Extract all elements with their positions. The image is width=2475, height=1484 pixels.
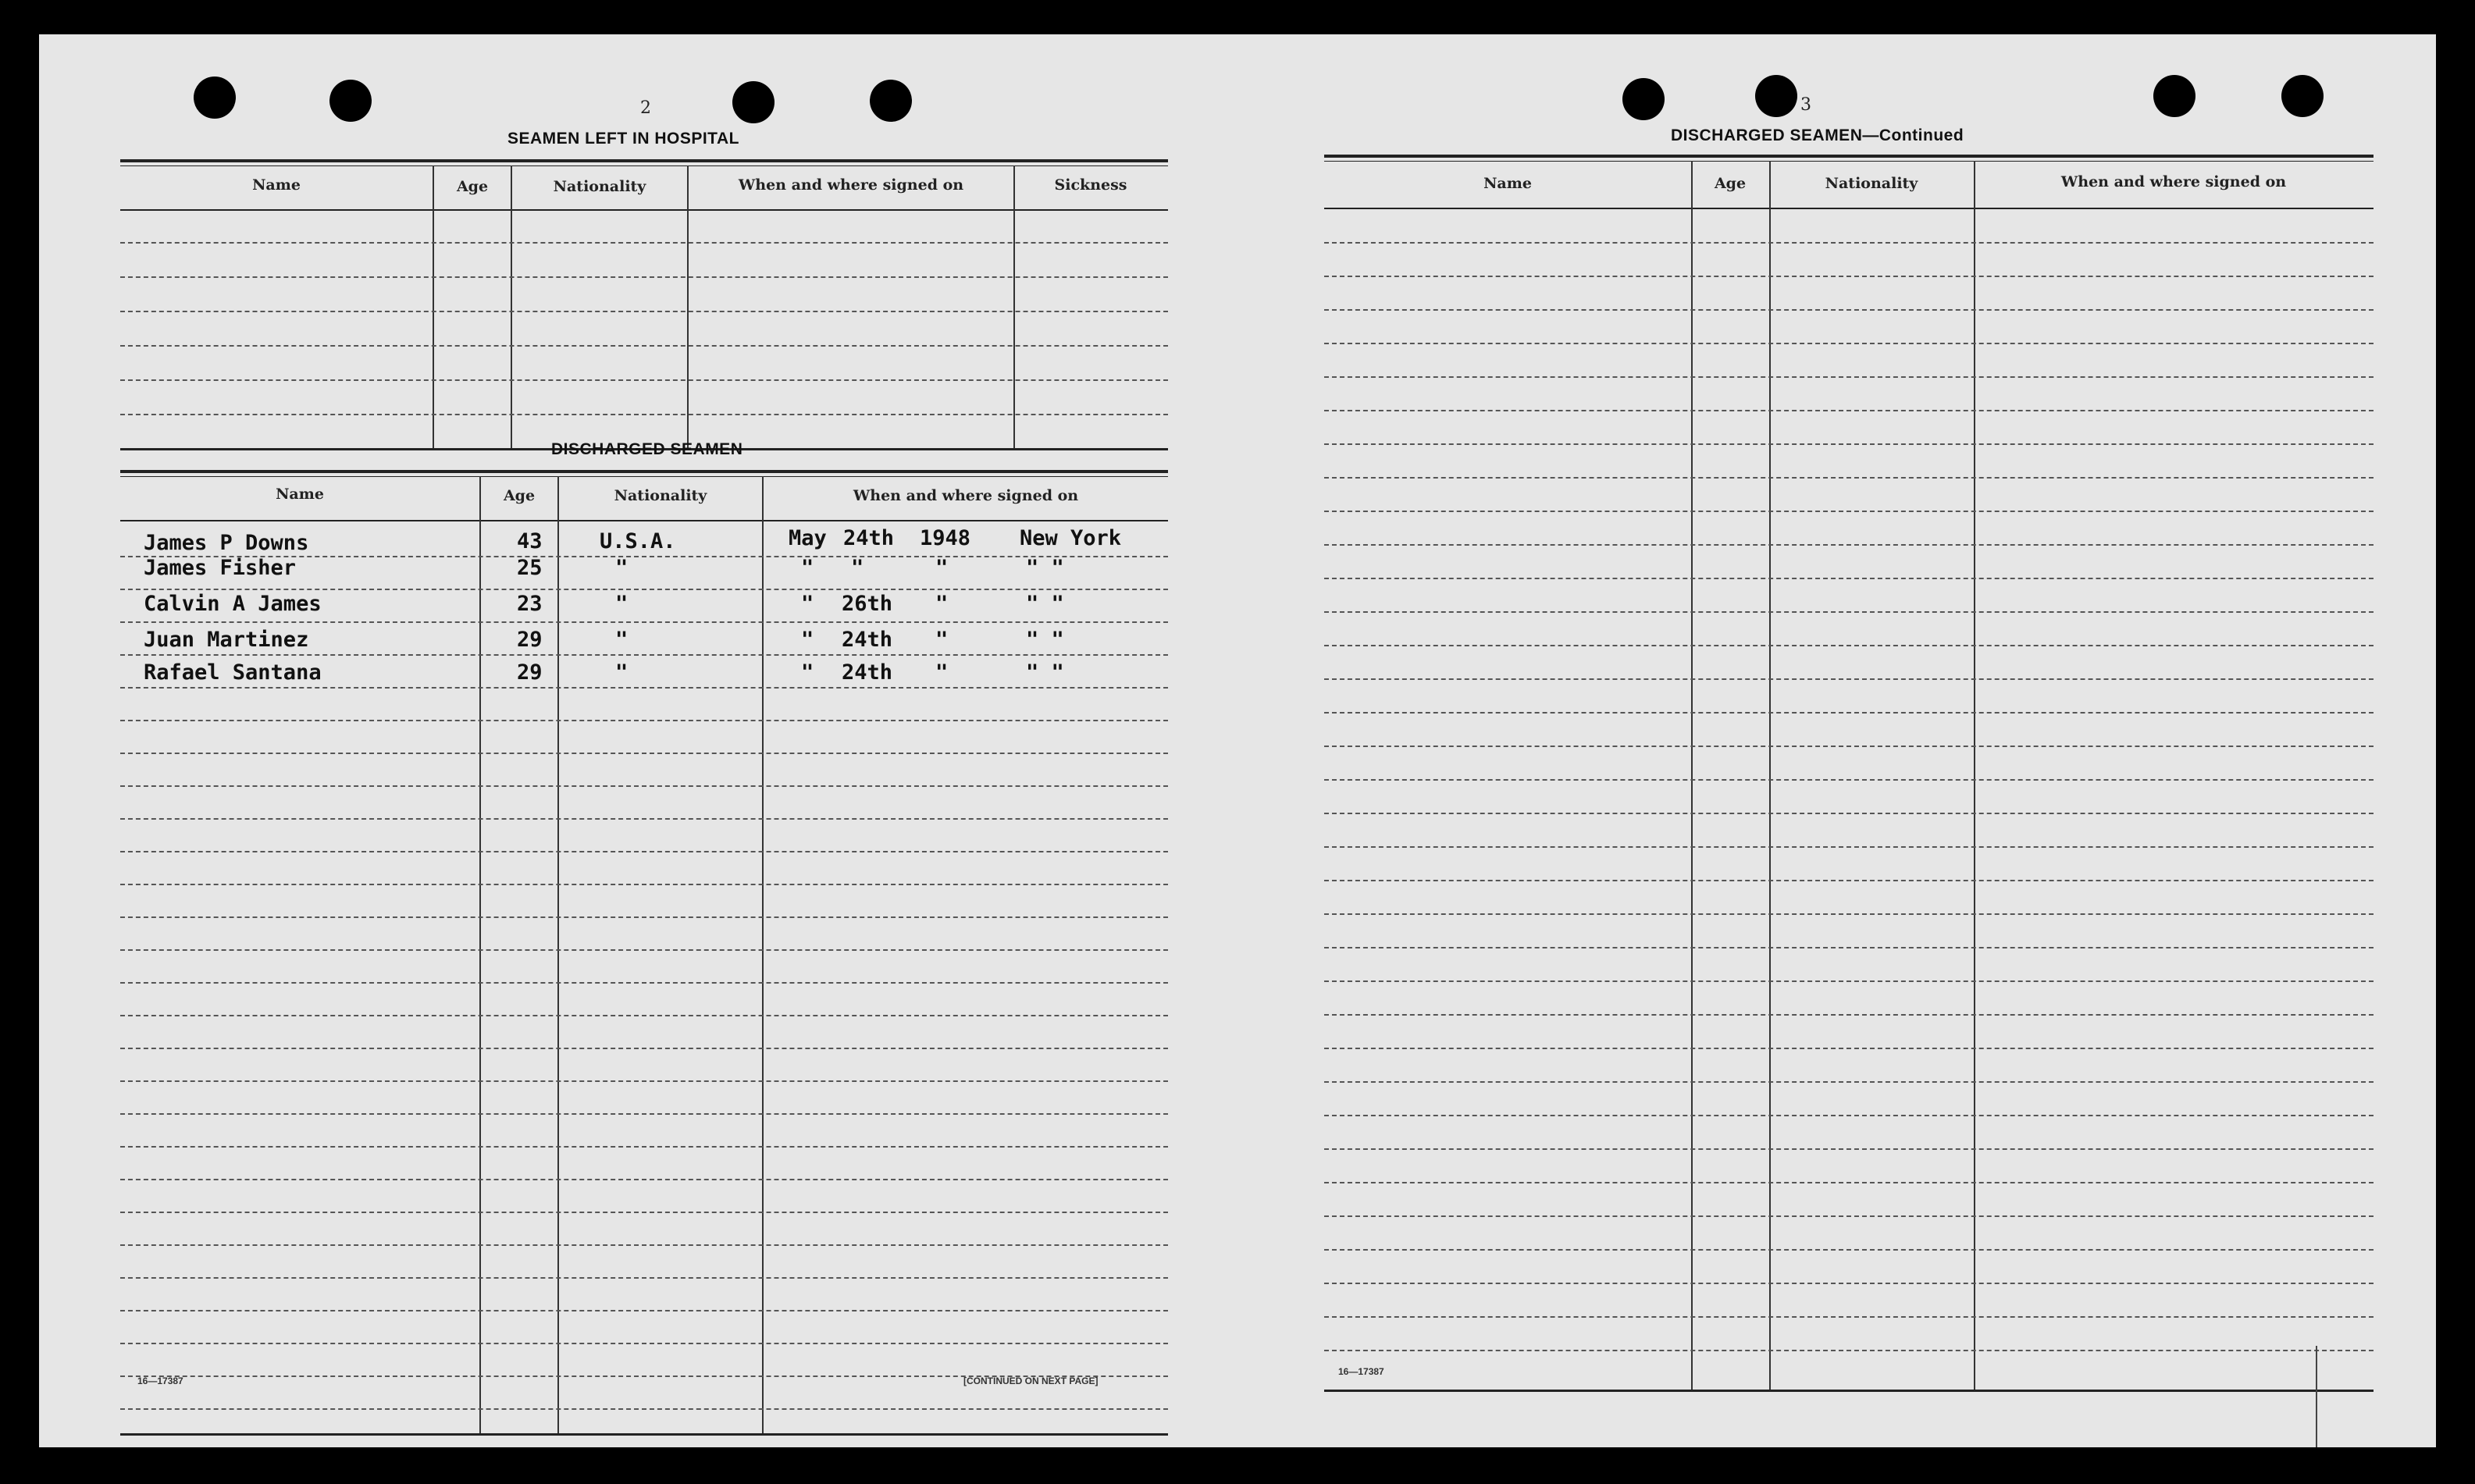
- continued-ruled-line: [1324, 611, 2374, 613]
- discharged-ruled-line: [120, 621, 1168, 623]
- signed-on-day: 26th: [842, 592, 893, 616]
- punch-hole: [1755, 75, 1797, 117]
- continued-ruled-line: [1324, 913, 2374, 915]
- hospital-header-name: Name: [252, 176, 301, 194]
- continued-ruled-line: [1324, 1350, 2374, 1351]
- signed-on-place: " ": [1026, 592, 1064, 616]
- form-number-left: 16—17387: [137, 1375, 183, 1386]
- discharged-header-nationality: Nationality: [614, 487, 707, 504]
- signed-on-place: New York: [1020, 526, 1122, 550]
- discharged-ruled-line: [120, 818, 1168, 820]
- seaman-age: 29: [517, 660, 543, 685]
- continued-ruled-line: [1324, 746, 2374, 747]
- seaman-nationality: ": [615, 628, 629, 652]
- hospital-ruled-line: [120, 345, 1168, 347]
- discharged-ruled-line: [120, 1146, 1168, 1148]
- hospital-ruled-line: [120, 414, 1168, 415]
- discharged-section-title: DISCHARGED SEAMEN: [551, 440, 743, 458]
- seaman-nationality: ": [615, 660, 629, 685]
- punch-hole: [870, 80, 912, 122]
- discharged-ruled-line: [120, 982, 1168, 984]
- signed-on-day: 24th: [842, 628, 893, 652]
- discharged-ruled-line: [120, 851, 1168, 852]
- continued-ruled-line: [1324, 511, 2374, 512]
- continued-ruled-line: [1324, 1148, 2374, 1150]
- discharged-col-divider: [557, 476, 559, 1435]
- continued-ruled-line: [1324, 880, 2374, 881]
- continued-ruled-line: [1324, 980, 2374, 982]
- continued-ruled-line: [1324, 1115, 2374, 1116]
- punch-hole: [1622, 78, 1665, 120]
- discharged-ruled-line: [120, 1277, 1168, 1279]
- hospital-header-sickness: Sickness: [1054, 176, 1127, 194]
- seaman-age: 23: [517, 592, 543, 616]
- discharged-top-rule: [120, 470, 1168, 473]
- signed-on-year: 1948: [920, 526, 971, 550]
- seaman-name: James P Downs: [144, 531, 309, 555]
- signed-on-month: ": [801, 628, 814, 652]
- continued-top-rule-thin: [1324, 161, 2374, 162]
- discharged-top-rule-thin: [120, 476, 1168, 477]
- hospital-ruled-line: [120, 242, 1168, 244]
- seaman-nationality: U.S.A.: [600, 529, 676, 553]
- continued-ruled-line: [1324, 410, 2374, 411]
- discharged-ruled-line: [120, 1310, 1168, 1311]
- discharged-ruled-line: [120, 949, 1168, 951]
- signed-on-year: ": [935, 556, 949, 580]
- discharged-ruled-line: [120, 1244, 1168, 1246]
- discharged-ruled-line: [120, 785, 1168, 787]
- signed-on-place: " ": [1026, 556, 1064, 580]
- seaman-age: 25: [517, 556, 543, 580]
- signed-on-month: ": [801, 660, 814, 685]
- continued-ruled-line: [1324, 678, 2374, 680]
- continued-bottom-rule: [1324, 1390, 2374, 1392]
- page-edge-mark: [2316, 1346, 2317, 1447]
- continued-ruled-line: [1324, 712, 2374, 714]
- signed-on-year: ": [935, 592, 949, 616]
- continued-ruled-line: [1324, 1048, 2374, 1049]
- hospital-header-nationality: Nationality: [553, 178, 646, 195]
- punch-hole: [329, 80, 372, 122]
- discharged-ruled-line: [120, 753, 1168, 754]
- hospital-col-divider: [433, 165, 434, 450]
- discharged-ruled-line: [120, 1212, 1168, 1213]
- signed-on-month: ": [801, 556, 814, 580]
- page-number-right: 3: [1800, 95, 1811, 115]
- seaman-name: Rafael Santana: [144, 660, 322, 685]
- continued-ruled-line: [1324, 1249, 2374, 1251]
- continued-header-signed-on: When and where signed on: [2060, 173, 2287, 190]
- continued-ruled-line: [1324, 443, 2374, 445]
- discharged-ruled-line: [120, 1408, 1168, 1410]
- punch-hole: [732, 81, 775, 123]
- signed-on-year: ": [935, 628, 949, 652]
- signed-on-year: ": [935, 660, 949, 685]
- hospital-header-signed-on: When and where signed on: [738, 176, 964, 194]
- hospital-top-rule-thin: [120, 165, 1168, 166]
- continued-ruled-line: [1324, 1014, 2374, 1016]
- signed-on-day: ": [851, 556, 864, 580]
- discharged-ruled-line: [120, 1179, 1168, 1180]
- form-number-right: 16—17387: [1338, 1366, 1384, 1377]
- ledger-spread: [39, 34, 2436, 1447]
- signed-on-month: May: [789, 526, 827, 550]
- continued-ruled-line: [1324, 1283, 2374, 1284]
- continued-ruled-line: [1324, 947, 2374, 948]
- continued-ruled-line: [1324, 343, 2374, 344]
- continued-top-rule: [1324, 155, 2374, 158]
- seaman-nationality: ": [615, 556, 629, 580]
- continued-ruled-line: [1324, 276, 2374, 277]
- signed-on-day: 24th: [843, 526, 895, 550]
- continued-ruled-line: [1324, 1316, 2374, 1318]
- hospital-col-divider: [1013, 165, 1015, 450]
- seaman-name: Calvin A James: [144, 592, 322, 616]
- continued-ruled-line: [1324, 846, 2374, 848]
- continued-col-divider: [1974, 161, 1975, 1391]
- continued-ruled-line: [1324, 578, 2374, 579]
- discharged-header-rule: [120, 520, 1168, 521]
- continued-header-nationality: Nationality: [1825, 175, 1918, 192]
- continued-ruled-line: [1324, 645, 2374, 646]
- signed-on-day: 24th: [842, 660, 893, 685]
- continued-ruled-line: [1324, 242, 2374, 244]
- hospital-top-rule: [120, 159, 1168, 162]
- discharged-header-age: Age: [503, 487, 536, 504]
- punch-hole: [2281, 75, 2324, 117]
- continued-header-age: Age: [1714, 175, 1747, 192]
- discharged-ruled-line: [120, 687, 1168, 689]
- continued-ruled-line: [1324, 376, 2374, 378]
- signed-on-place: " ": [1026, 660, 1064, 685]
- discharged-col-divider: [762, 476, 764, 1435]
- continued-note: [CONTINUED ON NEXT PAGE]: [963, 1375, 1099, 1386]
- continued-header-name: Name: [1483, 175, 1532, 192]
- continued-ruled-line: [1324, 1081, 2374, 1083]
- continued-col-divider: [1769, 161, 1771, 1391]
- hospital-ruled-line: [120, 379, 1168, 381]
- discharged-ruled-line: [120, 916, 1168, 918]
- seaman-age: 43: [517, 529, 543, 553]
- discharged-ruled-line: [120, 1015, 1168, 1016]
- seaman-age: 29: [517, 628, 543, 652]
- hospital-header-rule: [120, 209, 1168, 211]
- hospital-section-title: SEAMEN LEFT IN HOSPITAL: [507, 130, 739, 148]
- continued-ruled-line: [1324, 1215, 2374, 1217]
- discharged-header-name: Name: [276, 486, 324, 503]
- discharged-ruled-line: [120, 654, 1168, 656]
- discharged-ruled-line: [120, 720, 1168, 721]
- hospital-ruled-line: [120, 311, 1168, 312]
- discharged-ruled-line: [120, 1343, 1168, 1344]
- discharged-bottom-rule: [120, 1433, 1168, 1436]
- continued-header-rule: [1324, 208, 2374, 209]
- discharged-ruled-line: [120, 1080, 1168, 1082]
- seaman-name: Juan Martinez: [144, 628, 309, 652]
- discharged-ruled-line: [120, 1113, 1168, 1115]
- continued-ruled-line: [1324, 1182, 2374, 1183]
- punch-hole: [194, 77, 236, 119]
- discharged-ruled-line: [120, 884, 1168, 885]
- discharged-continued-title: DISCHARGED SEAMEN—Continued: [1671, 126, 1964, 144]
- signed-on-month: ": [801, 592, 814, 616]
- seaman-nationality: ": [615, 592, 629, 616]
- hospital-col-divider: [687, 165, 689, 450]
- page-number-left: 2: [640, 98, 651, 118]
- hospital-col-divider: [511, 165, 512, 450]
- discharged-ruled-line: [120, 589, 1168, 590]
- continued-ruled-line: [1324, 779, 2374, 781]
- continued-col-divider: [1691, 161, 1693, 1391]
- hospital-ruled-line: [120, 276, 1168, 278]
- continued-ruled-line: [1324, 477, 2374, 479]
- discharged-ruled-line: [120, 1048, 1168, 1049]
- discharged-col-divider: [479, 476, 481, 1435]
- signed-on-place: " ": [1026, 628, 1064, 652]
- discharged-header-signed-on: When and where signed on: [853, 487, 1079, 504]
- continued-ruled-line: [1324, 544, 2374, 546]
- continued-ruled-line: [1324, 813, 2374, 814]
- hospital-header-age: Age: [456, 178, 489, 195]
- seaman-name: James Fisher: [144, 556, 297, 580]
- continued-ruled-line: [1324, 309, 2374, 311]
- punch-hole: [2153, 75, 2195, 117]
